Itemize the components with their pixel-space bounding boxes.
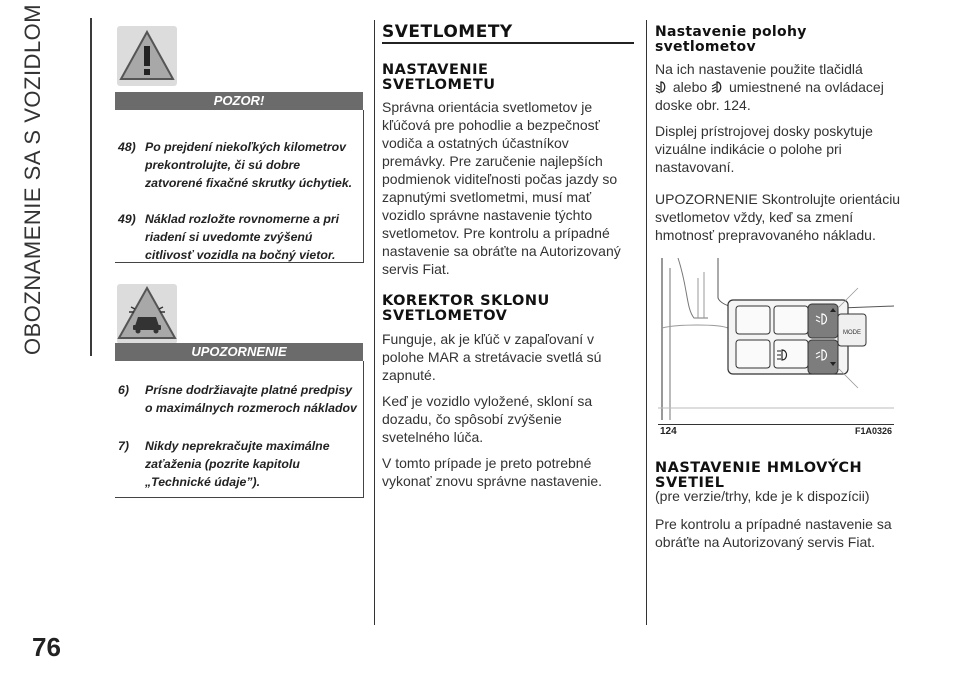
column-divider — [646, 20, 647, 625]
mode-button-label: MODE — [843, 330, 861, 336]
caution-item-number: 6) — [118, 383, 129, 397]
figure-dashboard-controls — [658, 258, 894, 442]
caution-item — [118, 437, 358, 491]
warning-item-number: 49) — [118, 212, 136, 226]
chapter-label: OBOZNAMENIE SA S VOZIDLOM — [20, 3, 45, 355]
text-line: obráťte na Autorizovaný servis Fiat. — [655, 534, 876, 550]
warning-item — [118, 138, 358, 192]
headlight-up-icon — [711, 80, 725, 94]
text-line: Displej prístrojovej dosky poskytuje — [655, 123, 873, 139]
subsection-heading-line2: SVETIEL — [655, 475, 725, 491]
text-line: zapnuté. — [382, 367, 436, 383]
caution-item-number: 7) — [118, 439, 129, 453]
caution-item — [118, 381, 358, 417]
text-line: nastavenie sa obráťte na Autorizovaný — [382, 243, 621, 259]
text-line: servis Fiat. — [382, 261, 450, 277]
section-heading-line2: SVETLOMETOV — [382, 308, 508, 324]
text-line: dozadu, čo spôsobí zvýšenie — [382, 411, 562, 427]
text-line: polohe MAR a stretávacie svetlá sú — [382, 349, 602, 365]
text-line: svetelného lúča. — [382, 429, 484, 445]
headlight-adjustment-text — [382, 98, 642, 278]
subsection-heading-line2: svetlometov — [655, 39, 756, 55]
caution-item-text: Nikdy neprekračujte maximálne zaťaženia (pozrite kapitolu „Technické údaje”). — [145, 439, 330, 489]
warning-item-text: Po prejdení niekoľkých kilometrov prekontrolujte, či sú dobre zatvorené fixačné skrutky úchytiek. — [145, 140, 353, 190]
corrector-text — [382, 330, 642, 490]
figure-number: 124 — [660, 426, 677, 437]
caution-box — [115, 361, 364, 498]
warning-item-number: 48) — [118, 140, 136, 154]
text-line: Pre kontrolu a prípadné nastavenie sa — [655, 516, 892, 532]
figure-code: F1A0326 — [854, 426, 892, 436]
section-heading-line1: KOREKTOR SKLONU — [382, 293, 550, 309]
warning-title: POZOR! — [115, 92, 363, 110]
headlight-down-icon — [655, 80, 669, 94]
chapter-rule — [90, 18, 92, 356]
text-line: Správna orientácia svetlometov je — [382, 99, 593, 115]
caution-title: UPOZORNENIE — [115, 343, 363, 361]
text-line: vizuálne indikácie o polohe pri — [655, 141, 842, 157]
text-line: nastavovaní. — [655, 159, 735, 175]
text-line: hmotnosť prepravovaného nákladu. — [655, 227, 876, 243]
section-heading-line2: SVETLOMETU — [382, 77, 496, 93]
text-fragment: alebo — [672, 79, 708, 95]
text-line: vodiča a ostatných účastníkov — [382, 135, 569, 151]
text-line: zapnutými svetlometmi, musí mať — [382, 189, 592, 205]
text-line: (pre verzie/trhy, kde je k dispozícii) — [655, 488, 870, 504]
warning-box — [115, 110, 364, 263]
text-line: svetlometov. Pre kontrolu a prípadné — [382, 225, 610, 241]
subsection-heading-line1: Nastavenie polohy — [655, 24, 807, 40]
text-line: V tomto prípade je preto potrebné — [382, 455, 592, 471]
text-line: svetlometov vždy, keď sa zmení — [655, 209, 854, 225]
text-line: doske obr. 124. — [655, 97, 751, 113]
main-title: SVETLOMETY — [382, 22, 513, 42]
subsection-heading-line1: NASTAVENIE HMLOVÝCH — [655, 460, 863, 476]
text-line: Keď je vozidlo vyložené, skloní sa — [382, 393, 593, 409]
warning-triangle-icon — [115, 24, 179, 88]
warning-item-text: Náklad rozložte rovnomerne a pri riadení si uvedomte zvýšenú citlivosť vozidla na bočný vietor. — [145, 212, 340, 262]
text-line: Na ich nastavenie použite tlačidlá — [655, 61, 863, 77]
text-line — [655, 78, 915, 96]
warning-item — [118, 210, 358, 264]
text-line: UPOZORNENIE Skontrolujte orientáciu — [655, 191, 901, 207]
title-underline — [382, 42, 634, 44]
text-line: vozidlo správne nastavenie týchto — [382, 207, 593, 223]
text-line: vykonať znovu správne nastavenie. — [382, 473, 603, 489]
positioning-text — [655, 60, 915, 244]
fog-lights-text — [655, 487, 935, 551]
text-fragment: umiestnené na ovládacej — [728, 79, 884, 95]
text-line: Funguje, ak je kľúč v zapaľovaní v — [382, 331, 595, 347]
caution-vehicle-icon — [115, 282, 179, 346]
section-heading-line1: NASTAVENIE — [382, 62, 489, 78]
text-line: podmienok viditeľnosti počas jazdy so — [382, 171, 618, 187]
page-number: 76 — [32, 632, 61, 662]
figure-caption-rule — [658, 424, 894, 425]
caution-item-text: Prísne dodržiavajte platné predpisy o maximálnych rozmeroch nákladov — [145, 383, 357, 415]
column-divider — [374, 20, 375, 625]
text-line: premávky. Pre zaručenie najlepších — [382, 153, 603, 169]
dashboard-illustration — [658, 258, 894, 420]
text-line: kľúčová pre pohodlie a bezpečnosť — [382, 117, 600, 133]
